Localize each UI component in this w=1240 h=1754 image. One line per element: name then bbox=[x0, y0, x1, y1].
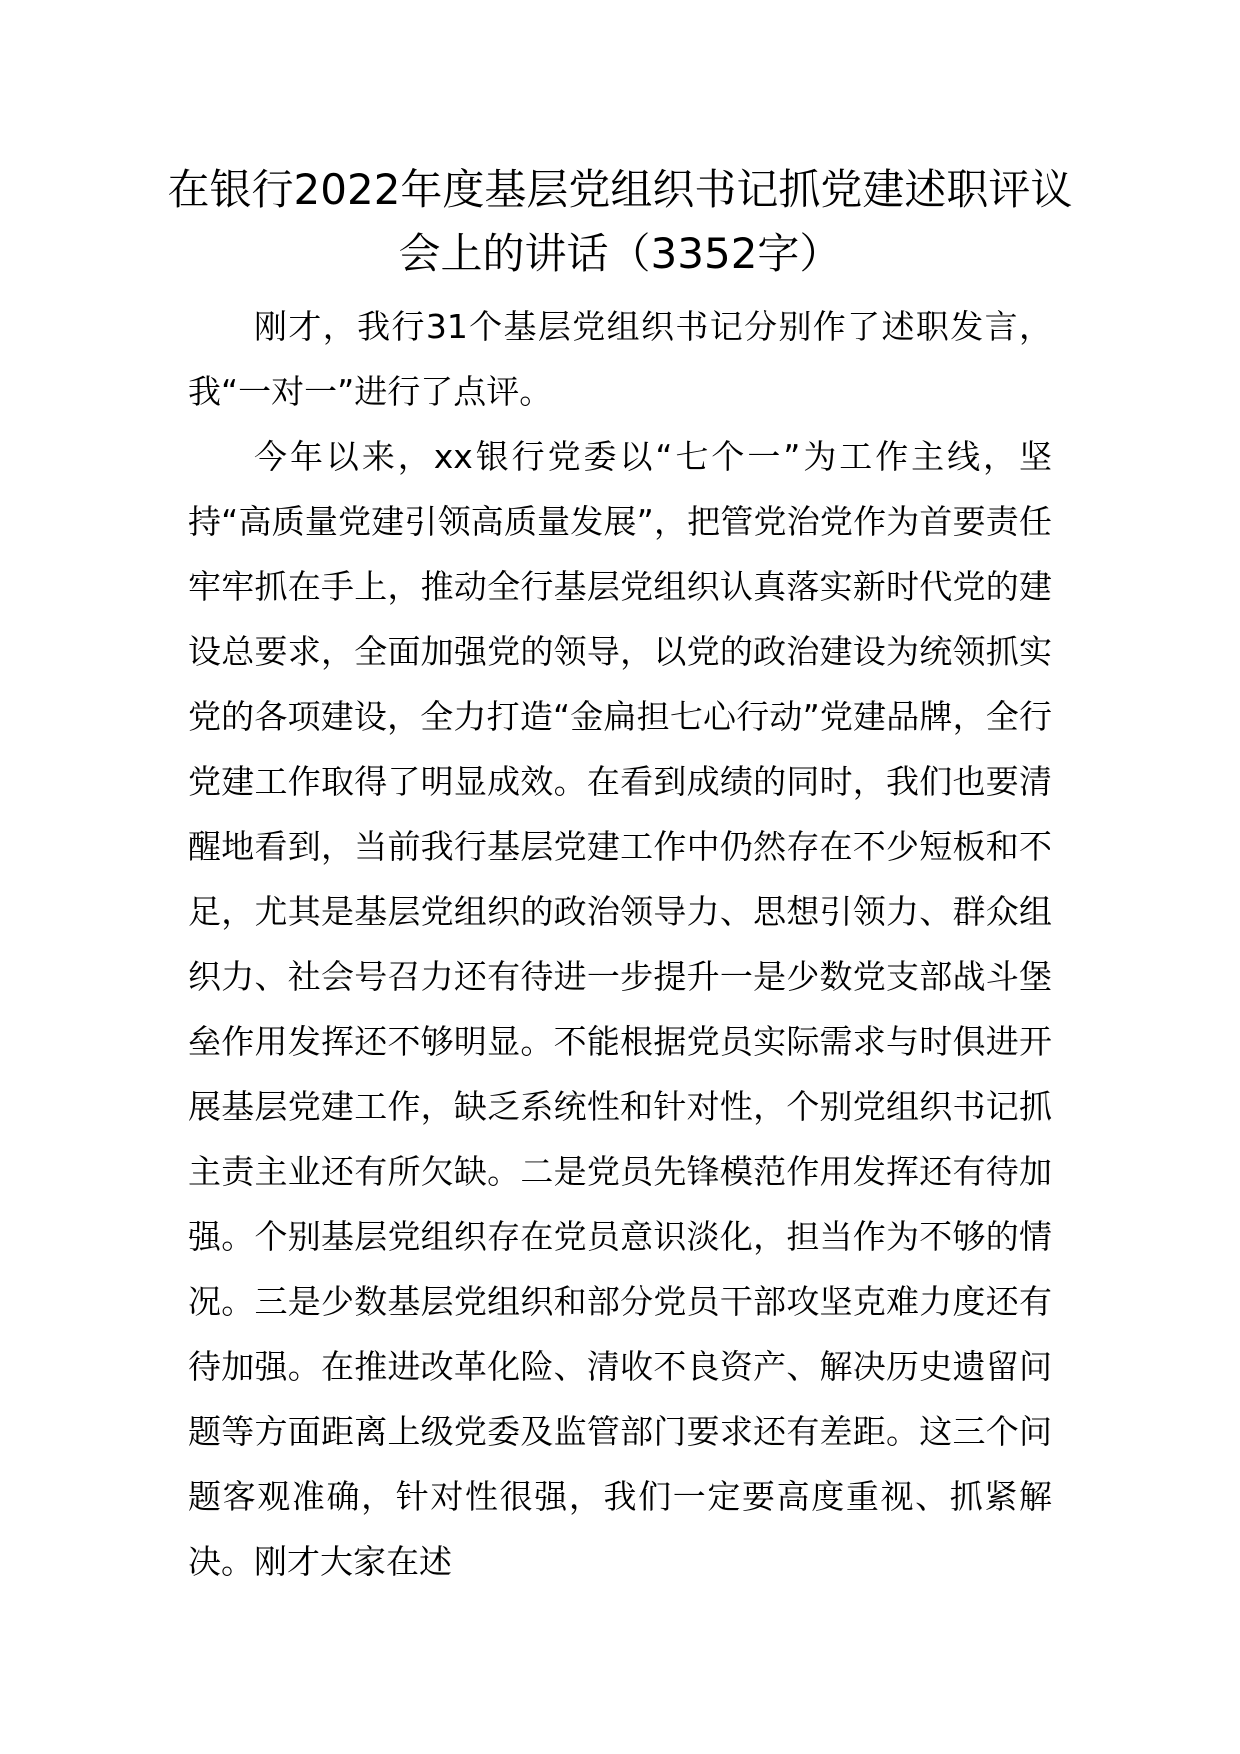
document-body bbox=[188, 294, 1052, 1594]
paragraph-main: 今年以来，xx银行党委以“七个一”为工作主线，坚持“高质量党建引领高质量发展”，把管党治党作为首要责任牢牢抓在手上，推动全行基层党组织认真落实新时代党的建设总要求，全面加强党的领导，以党的政治建设为统领抓实党的各项建设，全力打造“金扁担七心行动”党建品牌，全行党建工作取得了明显成效。在看到成绩的同时，我们也要清醒地看到，当前我行基层党建工作中仍然存在不少短板和不足，尤其是基层党组织的政治领导力、思想引领力、群众组织力、社会号召力还有待进一步提升一是少数党支部战斗堡垒作用发挥还不够明显。不能根据党员实际需求与时俱进开展基层党建工作，缺乏系统性和针对性，个别党组织书记抓主责主业还有所欠缺。二是党员先锋模范作用发挥还有待加强。个别基层党组织存在党员意识淡化，担当作为不够的情况。三是少数基层党组织和部分党员干部攻坚克难力度还有待加强。在推进改革化险、清收不良资产、解决历史遗留问题等方面距离上级党委及监管部门要求还有差距。这三个问题客观准确，针对性很强，我们一定要高度重视、抓紧解决。刚才大家在述 bbox=[188, 437, 1052, 1581]
document-title: 在银行2022年度基层党组织书记抓党建述职评议会上的讲话（3352字） bbox=[167, 165, 1073, 278]
paragraph-intro: 刚才，我行31个基层党组织书记分别作了述职发言，我“一对一”进行了点评。 bbox=[188, 307, 1052, 411]
